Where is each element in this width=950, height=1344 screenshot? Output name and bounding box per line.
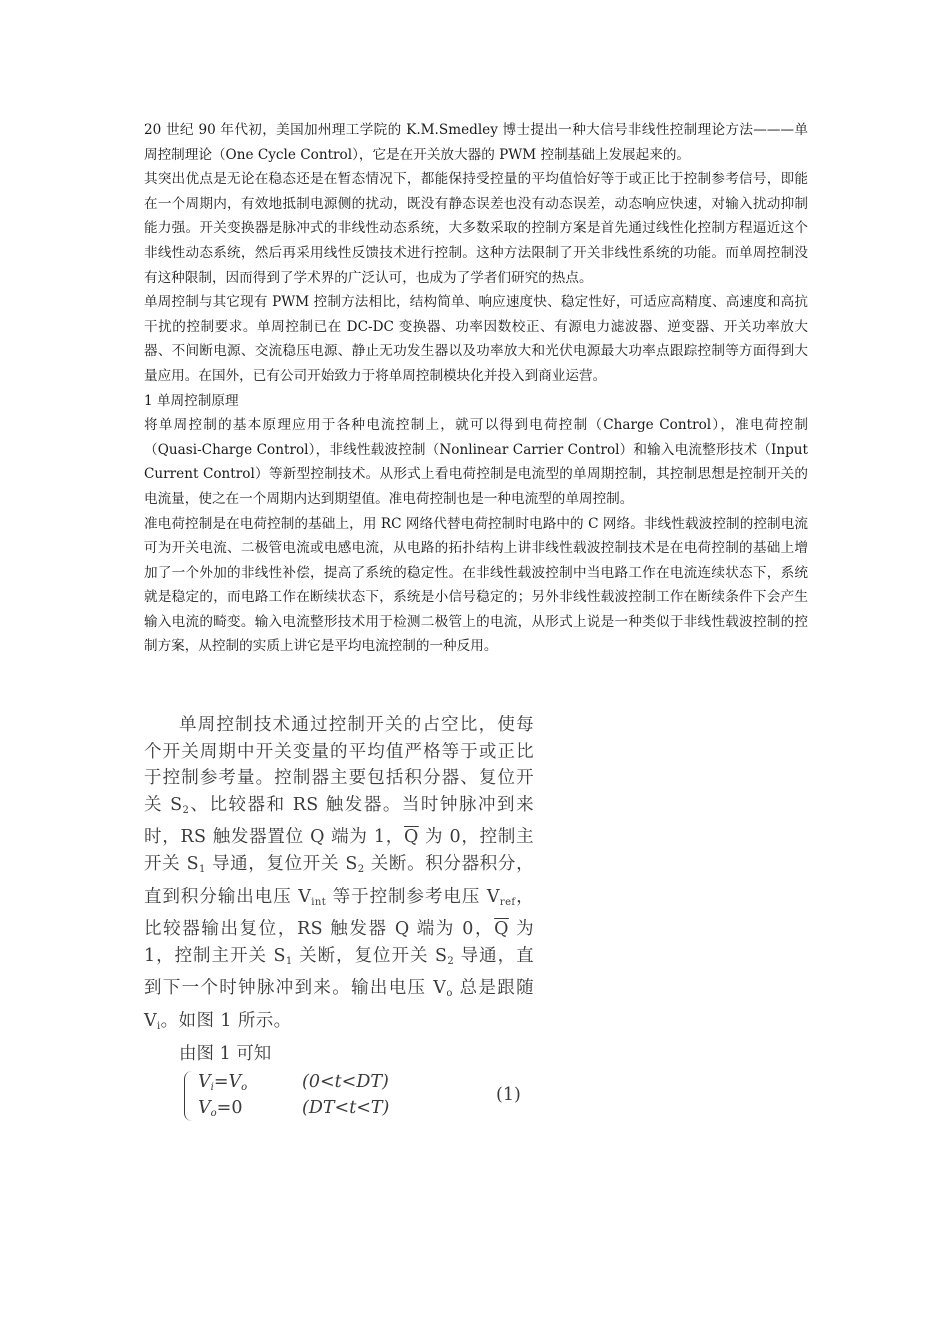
subscript: 2 (447, 955, 455, 967)
scan-text: 。如图 1 所示。 (160, 1010, 292, 1031)
subscript: ref (499, 896, 516, 908)
paragraph-charge-control: 将单周控制的基本原理应用于各种电流控制上，就可以得到电荷控制（Charge Control），准电荷控制（Quasi-Charge Control），非线性载波控制（Nonlinear Carrier Control）和输入电流整形技术（Input Current Control）等新型控制技术。从形式上看电荷控制是电流型的单周期控制，其控制思想是控制开关的电流量，使之在一个周期内达到期望值。准电荷控制也是一种电流型的单周控制。 (144, 417, 808, 507)
section-heading: 1 单周控制原理 (144, 392, 239, 409)
subscript: o (241, 1082, 248, 1094)
scan-text: 单周控制技术通过控制开关的占空比，使每个开关周期中开关变量的平均值严格等于或正比于控制参考量。控制器主要包括积分器、复位开关 S (144, 715, 534, 815)
scan-text: 为 0，控制主开关 S (144, 827, 534, 874)
subscript: int (311, 896, 327, 908)
subscript: i (210, 1082, 214, 1094)
left-brace-icon (184, 1071, 193, 1121)
eq-symbol: =0 (216, 1098, 243, 1119)
subscript: o (210, 1108, 217, 1120)
equation-lead: 由图 1 可知 (179, 1043, 272, 1064)
eq-symbol: V (198, 1072, 211, 1093)
eq-condition: (0<t<DT) (302, 1072, 389, 1093)
q-bar-symbol: $\overline{Q}$ (404, 827, 419, 848)
scan-text: 关断，复位开关 S (292, 945, 448, 966)
scan-text: 导通，直到下一个时钟脉冲到来。输出电压 V (144, 945, 534, 999)
equation-line-2 (198, 1095, 390, 1128)
equation-number: (1) (496, 1085, 521, 1106)
subscript: 2 (182, 804, 190, 816)
paragraph-applications: 单周控制与其它现有 PWM 控制方法相比，结构简单、响应速度快、稳定性好，可适应高精度、高速度和高抗干扰的控制要求。单周控制已在 DC-DC 变换器、功率因数校正、有源电力滤波器、逆变器、开关功率放大器、不间断电源、交流稳压电源、静止无功发生器以及功率放大和光伏电源最大功率点跟踪控制等方面得到大量应用。在国外，已有公司开始致力于将单周控制模块化并投入到商业运营。 (144, 294, 808, 384)
subscript: 1 (285, 955, 293, 967)
subscript: 1 (198, 863, 206, 875)
paragraph-intro: 20 世纪 90 年代初，美国加州理工学院的 K.M.Smedley 博士提出一种大信号非线性控制理论方法———单周控制理论（One Cycle Control），它是在开关放大器的 PWM 控制基础上发展起来的。 (144, 122, 808, 163)
scan-text: 、比较器和 RS 触发器。当时钟脉冲到来时，RS 触发器置位 Q 端为 1， (144, 794, 534, 848)
scan-text: 为 1，控制主开关 S (144, 919, 534, 966)
subscript: o (446, 988, 453, 1000)
scan-text: 等于控制参考电压 V (326, 886, 500, 907)
document-body (144, 118, 808, 659)
subscript: i (157, 1020, 161, 1032)
scan-text: 总是跟随 V (144, 978, 534, 1031)
paragraph-quasi-charge-control: 准电荷控制是在电荷控制的基础上，用 RC 网络代替电荷控制时电路中的 C 网络。非线性载波控制的控制电流可为开关电流、二极管电流或电感电流，从电路的拓扑结构上讲非线性载波控制技术是在电荷控制的基础上增加了一个外加的非线性补偿，提高了系统的稳定性。在非线性载波控制中当电路工作在电流连续状态下，系统就是稳定的，而电路工作在断续状态下，系统是小信号稳定的；另外非线性载波控制工作在断续条件下会产生输入电流的畸变。输入电流整形技术用于检测二极管上的电流，从形式上说是一种类似于非线性载波控制的控制方案，从控制的实质上讲它是平均电流控制的一种反用。 (144, 515, 808, 655)
eq-symbol: V (198, 1098, 211, 1119)
eq-condition: (DT<t<T) (302, 1098, 390, 1119)
scanned-excerpt (144, 712, 534, 1125)
scan-text: 关断。积分器积分，直到积分输出电压 V (144, 853, 535, 907)
equation-1 (144, 1069, 534, 1125)
paragraph-advantages: 其突出优点是无论在稳态还是在暂态情况下，都能保持受控量的平均值恰好等于或正比于控制参考信号，即能在一个周期内，有效地抵制电源侧的扰动，既没有静态误差也没有动态误差，动态响应快速，对输入扰动抑制能力强。开关变换器是脉冲式的非线性动态系统，大多数采取的控制方案是首先通过线性化控制方程逼近这个非线性动态系统，然后再采用线性反馈技术进行控制。这种方法限制了开关非线性系统的功能。而单周控制没有这种限制，因而得到了学术界的广泛认可，也成为了学者们研究的热点。 (144, 171, 808, 286)
scanned-paragraph (144, 712, 534, 1041)
q-bar-symbol: $\overline{Q}$ (494, 919, 509, 940)
scan-text: 导通，复位开关 S (205, 853, 358, 874)
subscript: 2 (357, 863, 365, 875)
eq-symbol: =V (213, 1072, 242, 1093)
scan-text: ，比较器输出复位，RS 触发器 Q 端为 0， (144, 886, 534, 940)
